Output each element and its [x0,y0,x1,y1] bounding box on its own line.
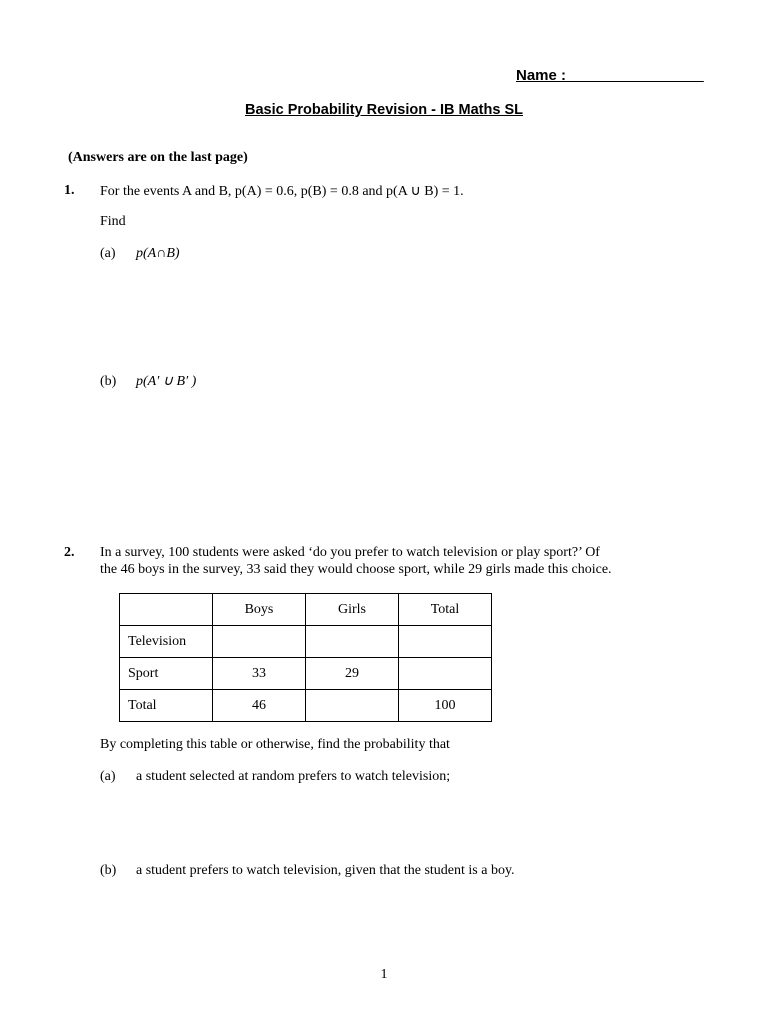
question-2-part-a [100,769,450,785]
question-1-part-b [100,373,196,390]
table-row [120,658,492,690]
table-row-label: Sport [120,658,213,690]
table-header-cell: Girls [306,594,399,626]
part-a-text: a student selected at random prefers to watch television; [136,769,451,784]
table-cell [306,626,399,658]
question-2-stem-line-1: In a survey, 100 students were asked ‘do you prefer to watch television or play sport?’ Of [100,545,600,560]
question-2-instruction: By completing this table or otherwise, find the probability that [100,737,450,752]
question-2-part-b [100,863,515,879]
question-1-find: Find [100,214,126,229]
table-cell [306,690,399,722]
table-cell [399,626,492,658]
part-a-label: (a) [100,769,116,784]
part-b-label: (b) [100,863,117,878]
survey-table [119,593,492,722]
table-cell: 46 [213,690,306,722]
table-cell: 29 [306,658,399,690]
table-row-label: Television [120,626,213,658]
table-row [120,626,492,658]
question-2-stem-line-2: the 46 boys in the survey, 33 said they would choose sport, while 29 girls made this choice. [100,562,612,577]
table-cell [213,626,306,658]
table-cell [399,658,492,690]
table-header-row [120,594,492,626]
page-number: 1 [380,967,388,982]
question-1-stem: For the events A and B, p(A) = 0.6, p(B) = 0.8 and p(A ∪ B) = 1. [100,184,464,199]
question-1-part-a [100,246,180,262]
part-b-text: a student prefers to watch television, given that the student is a boy. [136,863,515,878]
part-b-expression: p(A′ ∪ B′ ) [136,374,197,389]
table-row-label: Total [120,690,213,722]
table-cell: 100 [399,690,492,722]
table-row [120,690,492,722]
table-header-cell: Boys [213,594,306,626]
table-header-cell [120,594,213,626]
table-header-cell: Total [399,594,492,626]
part-b-label: (b) [100,374,117,389]
answers-note: (Answers are on the last page) [68,150,248,165]
name-field-label: Name : ________________ [516,67,704,84]
question-1-number: 1. [64,183,75,198]
part-a-expression: p(A∩B) [136,246,180,261]
page-title: Basic Probability Revision - IB Maths SL [245,102,523,118]
question-2-number: 2. [64,545,75,560]
table-cell: 33 [213,658,306,690]
part-a-label: (a) [100,246,116,261]
